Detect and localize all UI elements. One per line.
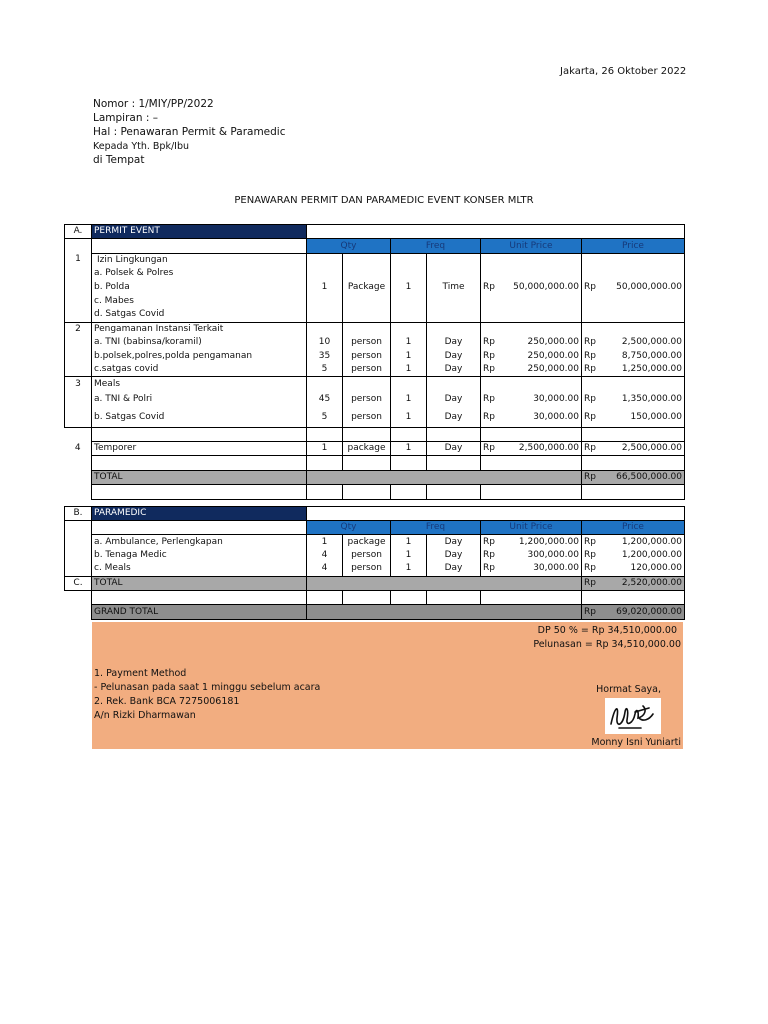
column-header-row (65, 521, 685, 535)
price-value: 2,500,000.00 (604, 442, 685, 456)
group-1-item: a. Polsek & Polres (94, 268, 174, 279)
unit-price-value: 250,000.00 (503, 363, 582, 377)
bank-account: 2. Rek. Bank BCA 7275006181 (94, 696, 240, 707)
table-row (65, 391, 685, 409)
signature-image (605, 698, 661, 734)
table-row (65, 442, 685, 456)
freq-unit: Time (427, 253, 481, 322)
unit-price-value: 1,200,000.00 (503, 535, 582, 549)
group-2-title-row (65, 322, 685, 336)
col-price: Price (582, 521, 685, 535)
row-description: b.polsek,polres,polda pengamanan (92, 350, 307, 363)
freq-unit: Day (427, 409, 481, 428)
qty-value: 4 (307, 549, 343, 562)
unit-price-value: 50,000,000.00 (503, 253, 582, 322)
payment-note: - Pelunasan pada saat 1 minggu sebelum acara (94, 682, 321, 693)
row-description: Temporer (92, 442, 307, 456)
section-a-total-row (65, 470, 685, 484)
grand-total-row (65, 605, 685, 619)
currency-label: Rp (582, 562, 604, 576)
grand-total-label: GRAND TOTAL (92, 605, 307, 619)
row-description: c. Meals (92, 562, 307, 576)
group-2-number: 2 (65, 322, 92, 336)
freq-value: 1 (391, 350, 427, 363)
freq-value: 1 (391, 363, 427, 377)
table-row (65, 535, 685, 549)
price-value: 2,500,000.00 (604, 336, 685, 349)
qty-value: 35 (307, 350, 343, 363)
row-description: b. Tenaga Medic (92, 549, 307, 562)
qty-unit: person (343, 549, 391, 562)
freq-unit: Day (427, 535, 481, 549)
col-price: Price (582, 239, 685, 253)
qty-value: 1 (307, 535, 343, 549)
currency-label: Rp (582, 576, 604, 590)
col-qty: Qty (307, 239, 391, 253)
table-row (65, 549, 685, 562)
currency-label: Rp (481, 391, 503, 409)
group-3-number: 3 (65, 377, 92, 391)
section-a-total-label: TOTAL (92, 470, 307, 484)
group-4-number: 4 (74, 443, 81, 454)
section-b-total-row (65, 576, 685, 590)
col-unit-price: Unit Price (481, 239, 582, 253)
letter-number: Nomor : 1/MIY/PP/2022 (93, 98, 214, 110)
group-1-item: c. Mabes (94, 295, 134, 306)
price-value: 120,000.00 (604, 562, 685, 576)
subject-line: Hal : Penawaran Permit & Paramedic (93, 126, 286, 138)
section-b-code: B. (65, 506, 92, 520)
spacer-row (65, 485, 685, 499)
currency-label: Rp (481, 442, 503, 456)
row-description: a. TNI & Polri (92, 391, 307, 409)
section-a-header (65, 225, 685, 239)
payment-method-title: 1. Payment Method (94, 668, 187, 679)
payment-footer (92, 622, 683, 749)
qty-unit: person (343, 350, 391, 363)
freq-value: 1 (391, 442, 427, 456)
gap-row (65, 499, 685, 506)
freq-unit: Day (427, 442, 481, 456)
currency-label: Rp (582, 350, 604, 363)
freq-value: 1 (391, 253, 427, 322)
currency-label: Rp (582, 549, 604, 562)
letter-date: Jakarta, 26 Oktober 2022 (560, 66, 687, 77)
qty-unit: person (343, 336, 391, 349)
freq-value: 1 (391, 391, 427, 409)
col-qty: Qty (307, 521, 391, 535)
currency-label: Rp (582, 253, 604, 322)
price-value: 1,200,000.00 (604, 535, 685, 549)
table-row (65, 363, 685, 377)
freq-unit: Day (427, 549, 481, 562)
qty-unit: person (343, 363, 391, 377)
group-1-item: b. Polda (94, 281, 130, 292)
freq-unit: Day (427, 336, 481, 349)
currency-label: Rp (582, 470, 604, 484)
currency-label: Rp (481, 409, 503, 428)
currency-label: Rp (481, 363, 503, 377)
price-value: 150,000.00 (604, 409, 685, 428)
grand-total-value: 69,020,000.00 (604, 605, 685, 619)
qty-unit: person (343, 391, 391, 409)
row-description: a. TNI (babinsa/koramil) (92, 336, 307, 349)
spacer-row (65, 456, 685, 470)
col-freq: Freq (391, 239, 481, 253)
price-value: 50,000,000.00 (604, 253, 685, 322)
freq-unit: Day (427, 363, 481, 377)
qty-value: 1 (307, 442, 343, 456)
freq-unit: Day (427, 562, 481, 576)
signer-name: Monny Isni Yuniarti (591, 737, 681, 748)
section-a-label: PERMIT EVENT (92, 225, 307, 239)
currency-label: Rp (582, 409, 604, 428)
price-value: 1,250,000.00 (604, 363, 685, 377)
qty-unit: person (343, 409, 391, 428)
qty-unit: package (343, 442, 391, 456)
closing-salutation: Hormat Saya, (596, 684, 661, 695)
currency-label: Rp (481, 535, 503, 549)
section-a-total-value: 66,500,000.00 (604, 470, 685, 484)
currency-label: Rp (481, 562, 503, 576)
freq-unit: Day (427, 350, 481, 363)
qty-value: 10 (307, 336, 343, 349)
group-1-row (65, 253, 685, 322)
unit-price-value: 250,000.00 (503, 336, 582, 349)
section-b-total-label: TOTAL (92, 576, 307, 590)
column-header-row (65, 239, 685, 253)
document-title: PENAWARAN PERMIT DAN PARAMEDIC EVENT KONSER MLTR (234, 195, 534, 206)
unit-price-value: 250,000.00 (503, 350, 582, 363)
unit-price-value: 300,000.00 (503, 549, 582, 562)
unit-price-value: 2,500,000.00 (503, 442, 582, 456)
unit-price-value: 30,000.00 (503, 391, 582, 409)
quotation-table (64, 224, 685, 620)
group-3-title-row (65, 377, 685, 391)
currency-label: Rp (582, 535, 604, 549)
section-a-code: A. (65, 225, 92, 239)
qty-unit: package (343, 535, 391, 549)
section-b-total-value: 2,520,000.00 (604, 576, 685, 590)
unit-price-value: 30,000.00 (503, 409, 582, 428)
row-description: a. Ambulance, Perlengkapan (92, 535, 307, 549)
group-3-title: Meals (92, 377, 307, 391)
price-value: 8,750,000.00 (604, 350, 685, 363)
group-1-description (92, 253, 307, 322)
currency-label: Rp (582, 442, 604, 456)
freq-value: 1 (391, 535, 427, 549)
freq-value: 1 (391, 562, 427, 576)
qty-value: 45 (307, 391, 343, 409)
qty-unit: person (343, 562, 391, 576)
currency-label: Rp (582, 605, 604, 619)
table-row (65, 350, 685, 363)
section-b-label: PARAMEDIC (92, 506, 307, 520)
section-b-header (65, 506, 685, 520)
table-row (65, 336, 685, 349)
spacer-row (65, 427, 685, 441)
spacer-row (65, 591, 685, 605)
price-value: 1,350,000.00 (604, 391, 685, 409)
currency-label: Rp (582, 363, 604, 377)
currency-label: Rp (481, 253, 503, 322)
addressee-line: Kepada Yth. Bpk/Ibu (93, 141, 190, 152)
col-unit-price: Unit Price (481, 521, 582, 535)
qty-value: 5 (307, 409, 343, 428)
group-2-title: Pengamanan Instansi Terkait (92, 322, 307, 336)
table-row (65, 562, 685, 576)
group-1-number: 1 (65, 253, 92, 322)
qty-value: 4 (307, 562, 343, 576)
qty-value: 5 (307, 363, 343, 377)
account-holder: A/n Rizki Dharmawan (94, 710, 196, 721)
qty-value: 1 (307, 253, 343, 322)
currency-label: Rp (481, 549, 503, 562)
table-row (65, 409, 685, 428)
group-1-title: Izin Lingkungan (97, 254, 168, 265)
group-1-item: d. Satgas Covid (94, 309, 165, 320)
section-c-code: C. (65, 576, 92, 590)
currency-label: Rp (582, 336, 604, 349)
freq-unit: Day (427, 391, 481, 409)
currency-label: Rp (582, 391, 604, 409)
row-description: c.satgas covid (92, 363, 307, 377)
settlement-amount: Pelunasan = Rp 34,510,000.00 (533, 639, 681, 650)
qty-unit: Package (343, 253, 391, 322)
place-line: di Tempat (93, 154, 145, 166)
freq-value: 1 (391, 336, 427, 349)
freq-value: 1 (391, 549, 427, 562)
attachment-line: Lampiran : – (93, 112, 158, 124)
freq-value: 1 (391, 409, 427, 428)
currency-label: Rp (481, 336, 503, 349)
unit-price-value: 30,000.00 (503, 562, 582, 576)
col-freq: Freq (391, 521, 481, 535)
signature-scribble (605, 698, 661, 734)
down-payment: DP 50 % = Rp 34,510,000.00 (537, 625, 677, 636)
currency-label: Rp (481, 350, 503, 363)
price-value: 1,200,000.00 (604, 549, 685, 562)
row-description: b. Satgas Covid (92, 409, 307, 428)
